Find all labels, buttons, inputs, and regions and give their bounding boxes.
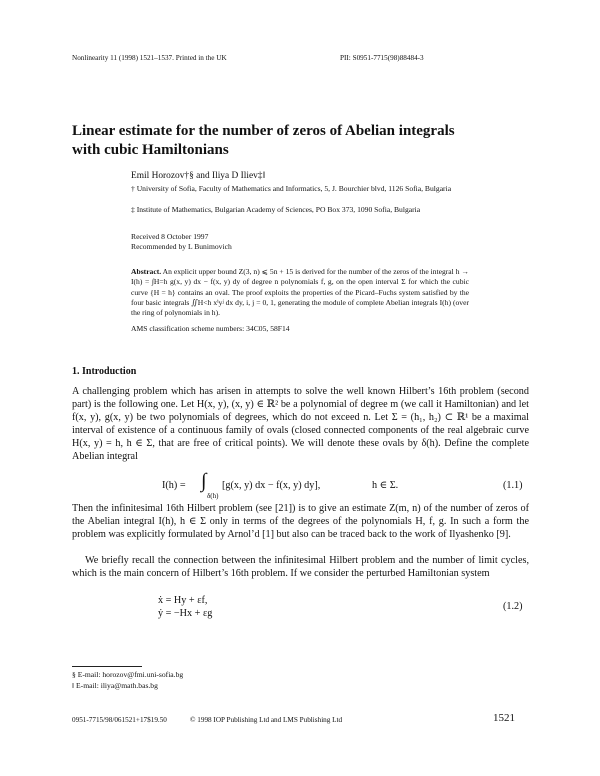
footnote-email-1: § E-mail: horozov@fmi.uni-sofia.bg (72, 670, 184, 679)
equation-number-1-1: (1.1) (503, 480, 523, 491)
ams-classification: AMS classification scheme numbers: 34C05, 58F14 (131, 324, 290, 333)
pii-header: PII: S0951-7715(98)88484-3 (340, 54, 424, 62)
section-heading: 1. Introduction (72, 366, 137, 377)
recommended-by: Recommended by L Bunimovich (131, 242, 232, 251)
footer-copyright: © 1998 IOP Publishing Ltd and LMS Publishing Ltd (190, 716, 343, 724)
equation-lhs: I(h) = (162, 480, 186, 491)
page-number: 1521 (493, 712, 515, 724)
equation-1-2-line-1: ẋ = Hy + εf, (158, 595, 208, 606)
authors: Emil Horozov†§ and Iliya D Iliev‡‖ (131, 171, 266, 181)
equation-1-2-line-2: ẏ = −Hx + εg (158, 608, 213, 619)
footnote-email-2: ‖ E-mail: iliya@math.bas.bg (72, 681, 158, 690)
abstract (131, 267, 469, 318)
affiliation-2: ‡ Institute of Mathematics, Bulgarian Academy of Sciences, PO Box 373, 1090 Sofia, Bulgaria (131, 205, 421, 214)
integral-subscript: δ(h) (207, 492, 219, 500)
abstract-text: An explicit upper bound Z(3, n) ⩽ 5n + 15 is derived for the number of the zeros of the integral h → I(h) = ∫H=h g(x, y) dx − f(x, y) dy of degree n polynomials f, g, on the open interval Σ for which the cubic curve {H = h} contains an oval. The proof exploits the properties of the Picard–Fuchs system satisfied by the four basic integrals ∬H<h xⁱyʲ dx dy, i, j = 0, 1, generating the module of complete Abelian integrals I(h) (over the ring of polynomials in h). (131, 267, 469, 318)
paragraph-text: A challenging problem which has arisen in attempts to solve the well known Hilbert’s 16th problem (second part) is the following one. Let H(x, y), (x, y) ∈ ℝ² be a polynomial of degree m (we call it Hamiltonian) and let f(x, y), g(x, y) be two polynomials of degrees, which do not exceed n. Let Σ = (h₁, h₂) ⊂ ℝ¹ be a maximal interval of existence of a continuous family of ovals (closed connected components of the real algebraic curve H(x, y) = h, h ∈ Σ, that are free of critical points). We will denote these ovals by δ(h). Define the complete Abelian integral (72, 386, 529, 462)
journal-header: Nonlinearity 11 (1998) 1521–1537. Printed in the UK (72, 54, 227, 62)
integral-sign: ∫ (201, 470, 207, 492)
received-date: Received 8 October 1997 (131, 232, 209, 241)
footer-code: 0951-7715/98/061521+17$19.50 (72, 716, 167, 724)
paragraph-text: Then the infinitesimal 16th Hilbert problem (see [21]) is to give an estimate Z(m, n) of the number of zeros of the Abelian integral I(h), h ∈ Σ only in terms of the degrees of the polynomials H, f, g. In such a form the problem was explicitly formulated by Arnol’d [1] but also can be traced back to the work of Ilyashenko [9]. (72, 503, 529, 540)
intro-paragraph-3 (72, 555, 529, 581)
equation-number-1-2: (1.2) (503, 601, 523, 612)
equation-1-1 (162, 480, 186, 491)
intro-paragraph-2 (72, 503, 529, 542)
paper-title: Linear estimate for the number of zeros of Abelian integrals with cubic Hamiltonians (72, 123, 455, 158)
paragraph-text: We briefly recall the connection between the infinitesimal Hilbert problem and the number of limit cycles, which is the main concern of Hilbert’s 16th problem. If we consider the perturbed Hamiltonian system (72, 555, 529, 579)
equation-body: [g(x, y) dx − f(x, y) dy], (222, 480, 321, 491)
footnote-rule (72, 666, 142, 667)
abstract-label: Abstract. (131, 267, 162, 276)
affiliation-1: † University of Sofia, Faculty of Mathematics and Informatics, 5, J. Bourchier blvd, 1126 Sofia, Bulgaria (131, 184, 452, 193)
intro-paragraph-1 (72, 386, 529, 463)
equation-domain: h ∈ Σ. (372, 480, 399, 491)
